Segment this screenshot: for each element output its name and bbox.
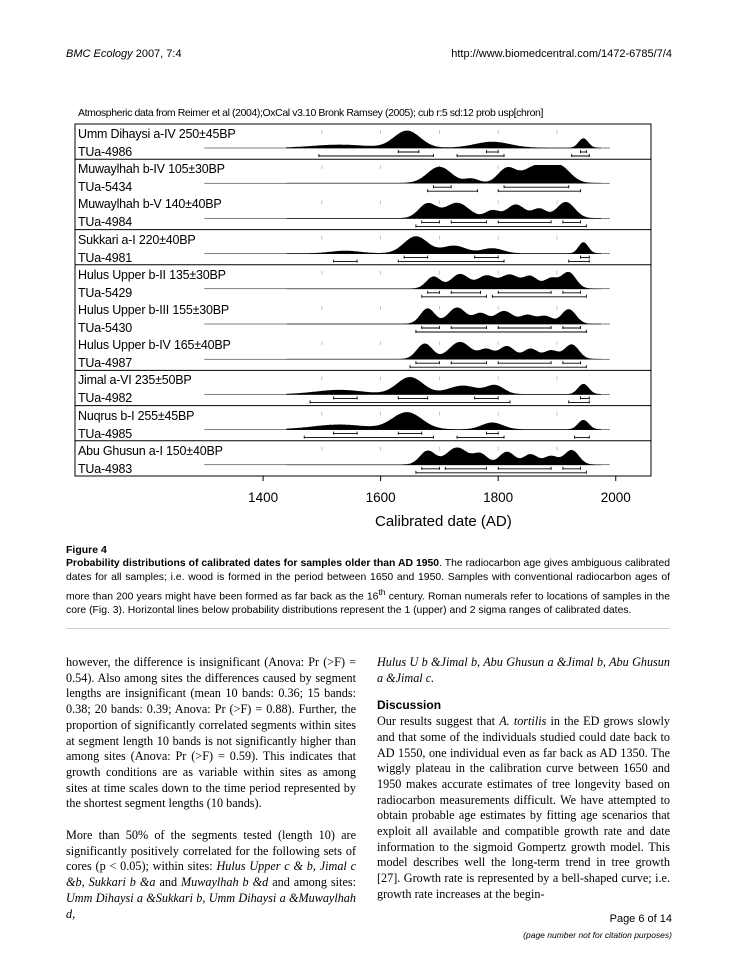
sample-lab-code: TUa-4985 bbox=[78, 426, 132, 441]
sample-lab-code: TUa-5434 bbox=[78, 180, 132, 195]
probability-distribution bbox=[287, 165, 601, 183]
page-number-note: (page number not for citation purposes) bbox=[523, 930, 672, 940]
sample-lab-code: TUa-4983 bbox=[78, 461, 132, 476]
body-left-column bbox=[66, 655, 356, 922]
sample-name: Nuqrus b-I 255±45BP bbox=[78, 408, 195, 423]
site-list: Umm Dihaysi a &Sukkari b, Umm Dihaysi a &Muwaylhah d, bbox=[66, 890, 356, 921]
caption-divider bbox=[66, 628, 670, 629]
section-heading: Discussion bbox=[377, 698, 442, 713]
x-tick-label: 1400 bbox=[248, 490, 279, 505]
species-name: A. tortilis bbox=[499, 714, 547, 729]
sample-lab-code: TUa-4981 bbox=[78, 250, 132, 265]
probability-distribution bbox=[287, 131, 601, 148]
caption-superscript: th bbox=[378, 587, 386, 597]
body-right-column bbox=[377, 655, 670, 903]
paragraph bbox=[377, 714, 670, 902]
probability-distribution bbox=[287, 308, 601, 324]
journal-name: BMC Ecology bbox=[66, 48, 133, 60]
paragraph bbox=[66, 828, 356, 922]
probability-distribution bbox=[287, 448, 601, 465]
sample-name: Abu Ghusun a-I 150±40BP bbox=[78, 443, 223, 458]
figure-caption bbox=[66, 557, 670, 618]
probability-distribution bbox=[287, 412, 601, 429]
text-run: and bbox=[155, 875, 182, 890]
sample-lab-code: TUa-4982 bbox=[78, 391, 132, 406]
figure-label: Figure 4 bbox=[66, 544, 107, 556]
article-url[interactable]: http://www.biomedcentral.com/1472-6785/7/4 bbox=[451, 48, 672, 60]
sample-name: Hulus Upper b-IV 165±40BP bbox=[78, 338, 231, 353]
sample-name: Muwaylhah b-IV 105±30BP bbox=[78, 162, 225, 177]
page-number: Page 6 of 14 bbox=[609, 913, 672, 925]
caption-text-1: . The radiocarbon age gives ambiguous calibrated dates for all samples; i.e. wood is formed in the period between 1650 and 1950. Samples with conventional radiocarbon ages of more than 200 years might have been formed as far back as the 16 bbox=[66, 558, 671, 603]
sample-lab-code: TUa-4987 bbox=[78, 356, 132, 371]
text-run: Our results suggest that bbox=[377, 714, 500, 729]
probability-distribution bbox=[287, 237, 601, 254]
text-run: More than 50% of the segments tested (length 10) are significantly positively correlated for the following sets of cores (p < 0.05); within sites: bbox=[66, 828, 356, 874]
sample-name: Hulus Upper b-II 135±30BP bbox=[78, 267, 226, 282]
site-list: Hulus Upper c & b, Jimal c &b, Sukkari b &a bbox=[66, 859, 356, 890]
probability-distribution bbox=[287, 202, 601, 218]
sample-name: Jimal a-VI 235±50BP bbox=[78, 373, 192, 388]
probability-distribution bbox=[287, 342, 601, 359]
x-tick-label: 1600 bbox=[365, 490, 396, 505]
sample-lab-code: TUa-4986 bbox=[78, 145, 132, 159]
sample-name: Umm Dihaysi a-IV 250±45BP bbox=[78, 127, 236, 141]
probability-distribution bbox=[287, 272, 601, 289]
paragraph bbox=[377, 655, 670, 686]
sample-lab-code: TUa-5430 bbox=[78, 321, 132, 335]
atmospheric-data-note: Atmospheric data from Reimer et al (2004);OxCal v3.10 Bronk Ramsey (2005); cub r:5 sd:12 prob usp[chron] bbox=[78, 107, 543, 119]
caption-title: Probability distributions of calibrated dates for samples older than AD 1950 bbox=[66, 558, 440, 569]
probability-distribution bbox=[287, 377, 601, 394]
site-list: Muwaylhah b &d bbox=[181, 875, 269, 890]
caption-text-2: century. Roman numerals refer to locations of samples in the core (Fig. 3). Horizontal lines below probability distributions represent the 1 (upper) and 2 sigma ranges of calibrated dates. bbox=[66, 591, 670, 617]
sample-lab-code: TUa-4984 bbox=[78, 215, 132, 230]
text-run: in the ED grows slowly and that some of the individuals studied could date back to AD 1550, one individual even as far back as AD 1350. The wiggly plateau in the calibration curve between 1650 and 1950 makes accurate estimates of tree longevity based on radiocarbon measurements difficult. We have attempted to obtain probable age estimates by fitting age scenarios that exploit all available and compatible growth rate and date information to the sigmoid Gompertz growth model. This model describes well the long-term trend in tree growth [27]. Growth rate is represented by a bell-shaped curve; i.e. growth rate increases at the begin- bbox=[377, 714, 670, 901]
x-tick-label: 1800 bbox=[483, 490, 514, 505]
volume-info: 2007, 7:4 bbox=[135, 48, 182, 60]
x-axis-label: Calibrated date (AD) bbox=[375, 513, 512, 530]
x-tick-label: 2000 bbox=[600, 490, 631, 505]
site-list: Hulus U b &Jimal b, Abu Ghusun a &Jimal b, Abu Ghusun a &Jimal c. bbox=[377, 655, 670, 685]
sample-name: Sukkari a-I 220±40BP bbox=[78, 232, 196, 247]
sample-name: Muwaylhah b-V 140±40BP bbox=[78, 197, 222, 212]
sample-lab-code: TUa-5429 bbox=[78, 285, 132, 300]
sample-name: Hulus Upper b-III 155±30BP bbox=[78, 303, 230, 317]
text-run: and among sites: bbox=[268, 875, 356, 890]
paragraph: however, the difference is insignificant (Anova: Pr (>F) = 0.54). Also among sites the differences caused by segment lengths are insignificant (mean 10 bands: 0.36; 15 bands: 0.38; 20 bands: 0.39; Anova: Pr (>F) = 0.88). Further, the proportion of significantly correlated segments within sites at segment length 10 bands is not significantly higher than among sites (Anova: Pr (>F) = 0.59). This indicates that growth conditions are as variable within sites as among sites at time scales down to the time period represented by the shortest segment lengths (10 bands). bbox=[66, 655, 356, 811]
